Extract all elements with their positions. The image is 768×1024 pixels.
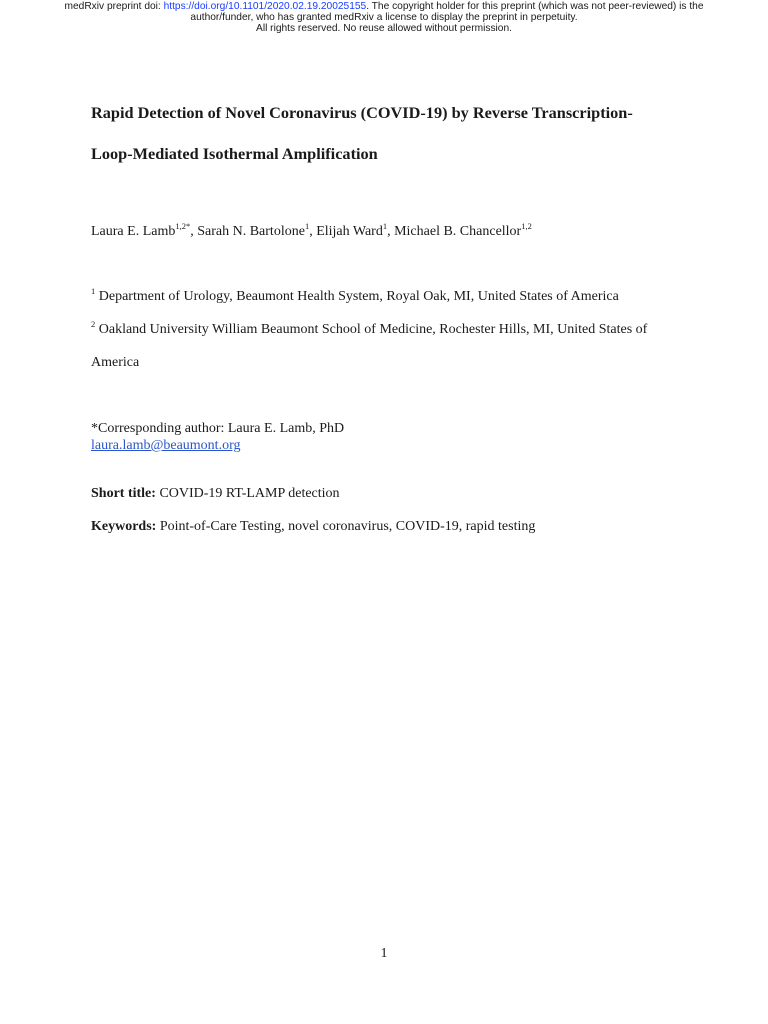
affiliation-number: 1 — [91, 286, 96, 296]
title-line-1: Rapid Detection of Novel Coronavirus (COVID-19) by Reverse Transcription- — [91, 103, 633, 122]
author-affiliation-marker: 1 — [304, 221, 310, 231]
header-line-2: author/funder, who has granted medRxiv a license to display the preprint in perpetuity. — [190, 12, 578, 24]
author-affiliation-marker: 1,2* — [175, 221, 191, 231]
affiliation-2 — [91, 321, 647, 338]
affiliation-text: Oakland University William Beaumont School of Medicine, Rochester Hills, MI, United States of — [95, 322, 648, 337]
author-affiliation-marker: 1 — [382, 221, 388, 231]
author-separator: , — [387, 224, 395, 239]
keywords — [91, 518, 535, 535]
doi-link[interactable]: https://doi.org/10.1101/2020.02.19.20025155 — [163, 1, 367, 12]
preprint-header — [0, 1, 768, 35]
author-name: Laura E. Lamb — [91, 224, 176, 239]
author-name: Michael B. Chancellor — [394, 224, 522, 239]
short-title — [91, 485, 340, 502]
title-line-2: Loop-Mediated Isothermal Amplification — [91, 144, 378, 163]
affiliation-1 — [91, 288, 619, 305]
short-title-value: COVID-19 RT-LAMP detection — [155, 486, 340, 501]
paper-title — [91, 92, 731, 174]
corresponding-email-link[interactable]: laura.lamb@beaumont.org — [91, 438, 241, 453]
header-line-3: All rights reserved. No reuse allowed without permission. — [256, 23, 512, 35]
header-line-1-rest: . The copyright holder for this preprint (which was not peer-reviewed) is the — [366, 1, 704, 12]
corresponding-author: *Corresponding author: Laura E. Lamb, PhD — [91, 421, 345, 436]
author-name: Sarah N. Bartolone — [197, 224, 305, 239]
affiliation-2-continuation: America — [91, 355, 140, 370]
author-list — [91, 223, 532, 240]
short-title-label: Short title: — [91, 486, 156, 501]
affiliation-number: 2 — [91, 319, 96, 329]
author-separator: , — [309, 224, 317, 239]
author-name: Elijah Ward — [316, 224, 383, 239]
author-affiliation-marker: 1,2 — [521, 221, 532, 231]
page-number: 1 — [380, 946, 388, 961]
author-separator: , — [190, 224, 198, 239]
header-line-1 — [0, 1, 768, 12]
header-prefix: medRxiv preprint doi: — [64, 1, 164, 12]
affiliation-text: Department of Urology, Beaumont Health System, Royal Oak, MI, United States of America — [95, 289, 619, 304]
keywords-label: Keywords: — [91, 519, 157, 534]
keywords-value: Point-of-Care Testing, novel coronavirus, COVID-19, rapid testing — [156, 519, 536, 534]
